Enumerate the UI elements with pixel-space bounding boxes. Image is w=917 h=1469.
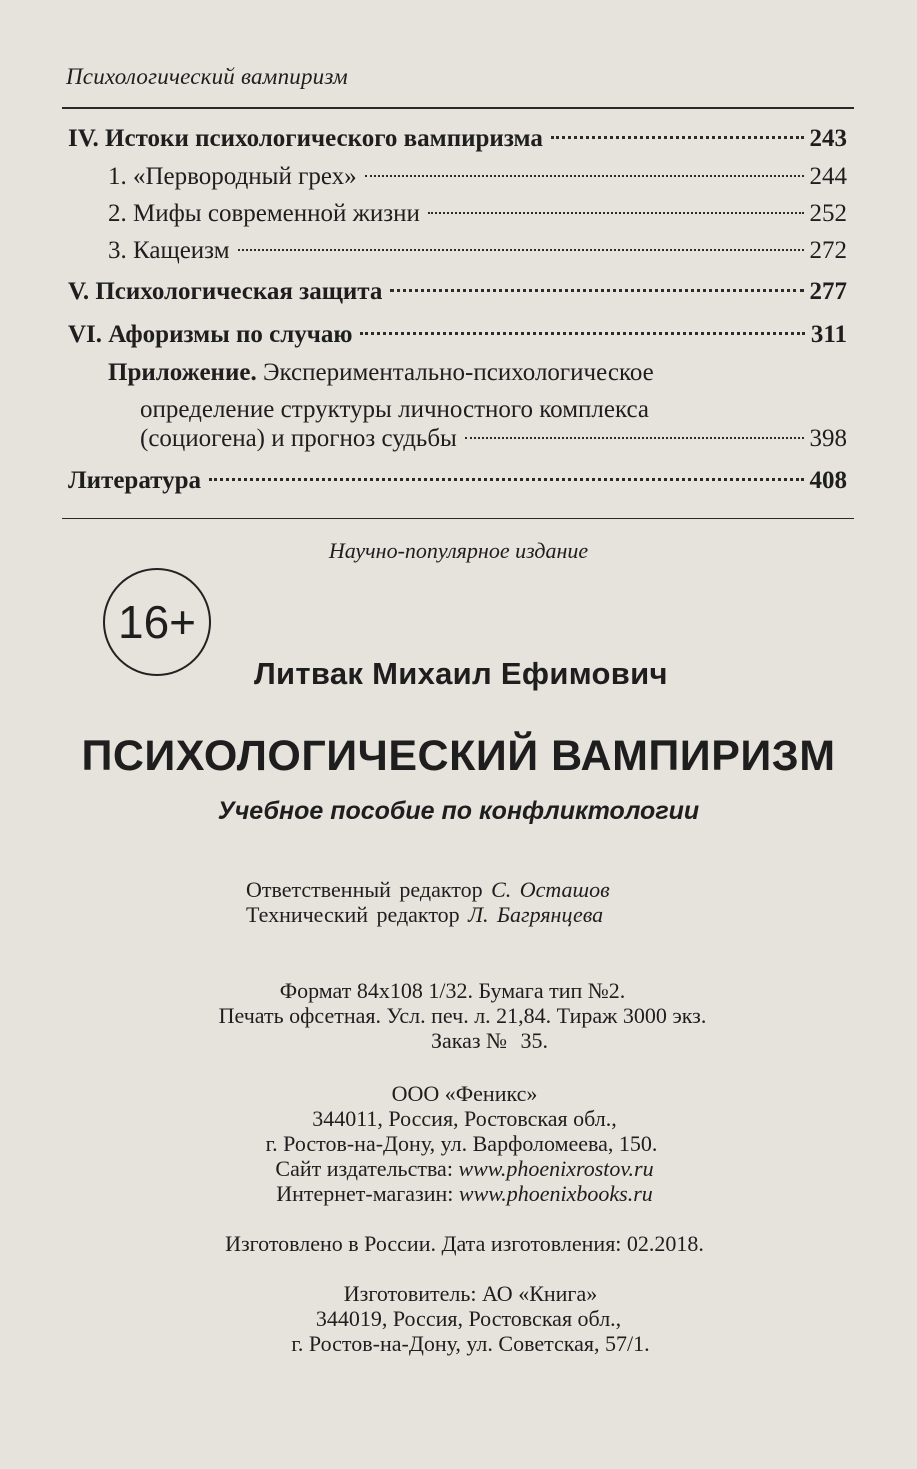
order-label: Заказ № bbox=[430, 1028, 508, 1053]
manufacturer-line-1: Изготовитель: АО «Книга» bbox=[343, 1281, 598, 1306]
print-run: Печать офсетная. Усл. печ. л. 21,84. Тираж 3000 экз. bbox=[218, 1003, 707, 1028]
section-rule bbox=[62, 518, 854, 519]
toc-entry bbox=[68, 277, 847, 307]
dot-leader bbox=[465, 437, 804, 439]
appendix-line-1 bbox=[108, 358, 654, 388]
print-format: Формат 84x108 1/32. Бумага тип №2. bbox=[279, 978, 626, 1003]
publisher-shop-label: Интернет-магазин: bbox=[276, 1181, 454, 1206]
dot-leader bbox=[209, 478, 803, 481]
manufacturer-line-3: г. Ростов-на-Дону, ул. Советская, 57/1. bbox=[291, 1331, 650, 1356]
toc-entry-page: 244 bbox=[809, 163, 847, 190]
publisher-address-1: 344011, Россия, Ростовская обл., bbox=[312, 1106, 617, 1131]
appendix-line-3 bbox=[140, 424, 847, 454]
toc-entry-title: VI. Афоризмы по случаю bbox=[68, 321, 353, 348]
publisher-site-label: Сайт издательства: bbox=[275, 1156, 453, 1181]
toc-entry-page: 408 bbox=[809, 467, 847, 494]
toc-entry bbox=[108, 199, 847, 229]
publisher-address-2: г. Ростов-на-Дону, ул. Варфоломеева, 150. bbox=[265, 1131, 658, 1156]
toc-entry-title: 3. Кащеизм bbox=[108, 237, 230, 264]
dot-leader bbox=[238, 249, 804, 251]
publisher-site-url: www.phoenixrostov.ru bbox=[458, 1156, 654, 1181]
toc-entry-title: 1. «Первородный грех» bbox=[108, 163, 357, 190]
appendix-label: Приложение. bbox=[108, 359, 257, 386]
toc-entry bbox=[68, 124, 847, 154]
toc-entry-title: Литература bbox=[68, 467, 202, 494]
running-head: Психологический вампиризм bbox=[66, 64, 348, 89]
toc-entry-page: 272 bbox=[809, 237, 847, 264]
author-name: Литвак Михаил Ефимович bbox=[254, 656, 668, 691]
order-number bbox=[31, 1028, 917, 1054]
publisher-name: ООО «Феникс» bbox=[391, 1081, 538, 1106]
technical-editor bbox=[246, 902, 603, 928]
header-rule bbox=[62, 107, 854, 109]
toc-entry-title: 2. Мифы современной жизни bbox=[108, 200, 420, 227]
age-rating-badge bbox=[103, 568, 211, 676]
appendix-page: 398 bbox=[809, 425, 847, 452]
appendix-text-3: (социогена) и прогноз судьбы bbox=[140, 425, 457, 452]
genre-text: Научно-популярное издание bbox=[328, 538, 589, 563]
toc-entry-title: V. Психологическая защита bbox=[68, 278, 383, 305]
made-in: Изготовлено в России. Дата изготовления: 02.2018. bbox=[225, 1231, 704, 1256]
toc-entry-literature bbox=[68, 466, 847, 496]
toc-entry bbox=[68, 320, 847, 350]
toc-entry-page: 243 bbox=[809, 125, 847, 152]
responsible-editor-name: С. Осташов bbox=[491, 877, 610, 902]
toc-entry-page: 252 bbox=[809, 200, 847, 227]
dot-leader bbox=[390, 289, 803, 292]
toc-entry-title: IV. Истоки психологического вампиризма bbox=[68, 125, 543, 152]
dot-leader bbox=[428, 212, 804, 214]
toc-entry-page: 311 bbox=[810, 321, 847, 348]
dot-leader bbox=[360, 332, 804, 335]
toc-entry bbox=[108, 236, 847, 266]
dot-leader bbox=[365, 175, 804, 177]
technical-editor-label: Технический редактор bbox=[246, 902, 460, 927]
dot-leader bbox=[551, 136, 804, 139]
publisher-site bbox=[6, 1156, 917, 1182]
technical-editor-name: Л. Багрянцева bbox=[468, 902, 604, 927]
toc-entry bbox=[108, 162, 847, 192]
book-title: ПСИХОЛОГИЧЕСКИЙ ВАМПИРИЗМ bbox=[81, 732, 836, 780]
appendix-text-1: Экспериментально-психологическое bbox=[262, 359, 654, 386]
manufacturer-line-2: 344019, Россия, Ростовская обл., bbox=[315, 1306, 622, 1331]
order-value: 35. bbox=[520, 1028, 549, 1053]
publisher-shop-url: www.phoenixbooks.ru bbox=[458, 1181, 653, 1206]
responsible-editor bbox=[246, 877, 610, 903]
toc-entry-page: 277 bbox=[809, 278, 847, 305]
responsible-editor-label: Ответственный редактор bbox=[246, 877, 483, 902]
publisher-shop bbox=[6, 1181, 917, 1207]
book-subtitle: Учебное пособие по конфликтологии bbox=[217, 797, 700, 825]
genre-label bbox=[0, 538, 917, 564]
age-rating-text: 16+ bbox=[117, 596, 197, 648]
appendix-line-2: определение структуры личностного комплекса bbox=[140, 396, 649, 423]
